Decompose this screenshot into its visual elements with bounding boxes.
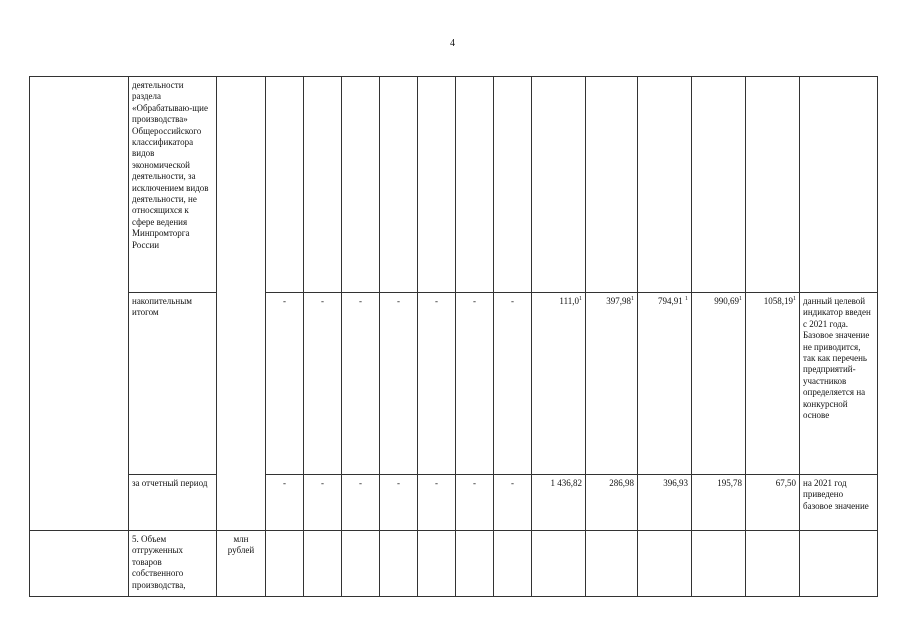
empty-cell [692,531,746,597]
unit-cell [217,77,266,531]
dash-cell: - [418,293,456,475]
value-cell: 67,50 [746,475,800,531]
empty-cell [266,531,304,597]
empty-cell [586,77,638,293]
footnote-mark: 1 [631,296,634,302]
dash-cell: - [304,475,342,531]
row-number-cell [30,531,129,597]
dash-cell: - [456,293,494,475]
dash-cell: - [342,293,380,475]
dash-cell: - [380,475,418,531]
dash-cell: - [456,475,494,531]
value-cell: 286,98 [586,475,638,531]
value-cell [532,293,586,475]
footnote-mark: 1 [793,296,796,302]
dash-cell: - [266,475,304,531]
empty-cell [638,77,692,293]
table-row-cumulative [30,293,878,475]
table-row-indicator-5 [30,531,878,597]
dash-cell: - [494,475,532,531]
empty-cell [418,531,456,597]
value-text: 1058,19 [763,296,793,306]
page-number: 4 [450,38,455,49]
note-cell: данный целевой индикатор введен с 2021 года. Базовое значение не приводится, так как перечень предприятий-участников определяется на конкурсной основе [800,293,878,475]
value-text: 397,98 [606,296,631,306]
value-cell [586,293,638,475]
empty-cell [418,77,456,293]
empty-cell [342,77,380,293]
value-text: 111,0 [559,296,579,306]
note-cell: на 2021 год приведено базовое значение [800,475,878,531]
dash-cell: - [342,475,380,531]
empty-cell [304,77,342,293]
empty-cell [586,531,638,597]
indicator-name-cell: деятельности раздела «Обрабатываю-щие производства» Общероссийского классификатора видов экономической деятельности, за исключением видов деятельности, не относящихся к сфере ведения Минпромторга России [129,77,217,293]
value-text: 794,91 [658,296,685,306]
table-row-continuation [30,77,878,293]
empty-cell [746,531,800,597]
indicator-name-cell: за отчетный период [129,475,217,531]
empty-cell [494,77,532,293]
dash-cell: - [304,293,342,475]
table-row-reporting-period [30,475,878,531]
value-cell: 195,78 [692,475,746,531]
dash-cell: - [494,293,532,475]
footnote-mark: 1 [579,296,582,302]
footnote-mark: 1 [685,296,688,302]
empty-cell [532,531,586,597]
value-cell: 396,93 [638,475,692,531]
unit-cell: млн рублей [217,531,266,597]
value-cell [746,293,800,475]
empty-cell [494,531,532,597]
empty-cell [456,531,494,597]
dash-cell: - [266,293,304,475]
empty-cell [380,531,418,597]
indicator-table [29,76,878,597]
empty-cell [342,531,380,597]
empty-cell [456,77,494,293]
value-cell [638,293,692,475]
empty-cell [638,531,692,597]
empty-cell [692,77,746,293]
empty-cell [746,77,800,293]
row-number-cell [30,77,129,531]
value-text: 990,69 [714,296,739,306]
footnote-mark: 1 [739,296,742,302]
value-cell: 1 436,82 [532,475,586,531]
empty-cell [800,77,878,293]
empty-cell [532,77,586,293]
value-cell [692,293,746,475]
empty-cell [266,77,304,293]
empty-cell [380,77,418,293]
dash-cell: - [380,293,418,475]
indicator-name-cell: накопительным итогом [129,293,217,475]
indicator-name-cell: 5. Объем отгруженных товаров собственного производства, [129,531,217,597]
dash-cell: - [418,475,456,531]
empty-cell [304,531,342,597]
empty-cell [800,531,878,597]
